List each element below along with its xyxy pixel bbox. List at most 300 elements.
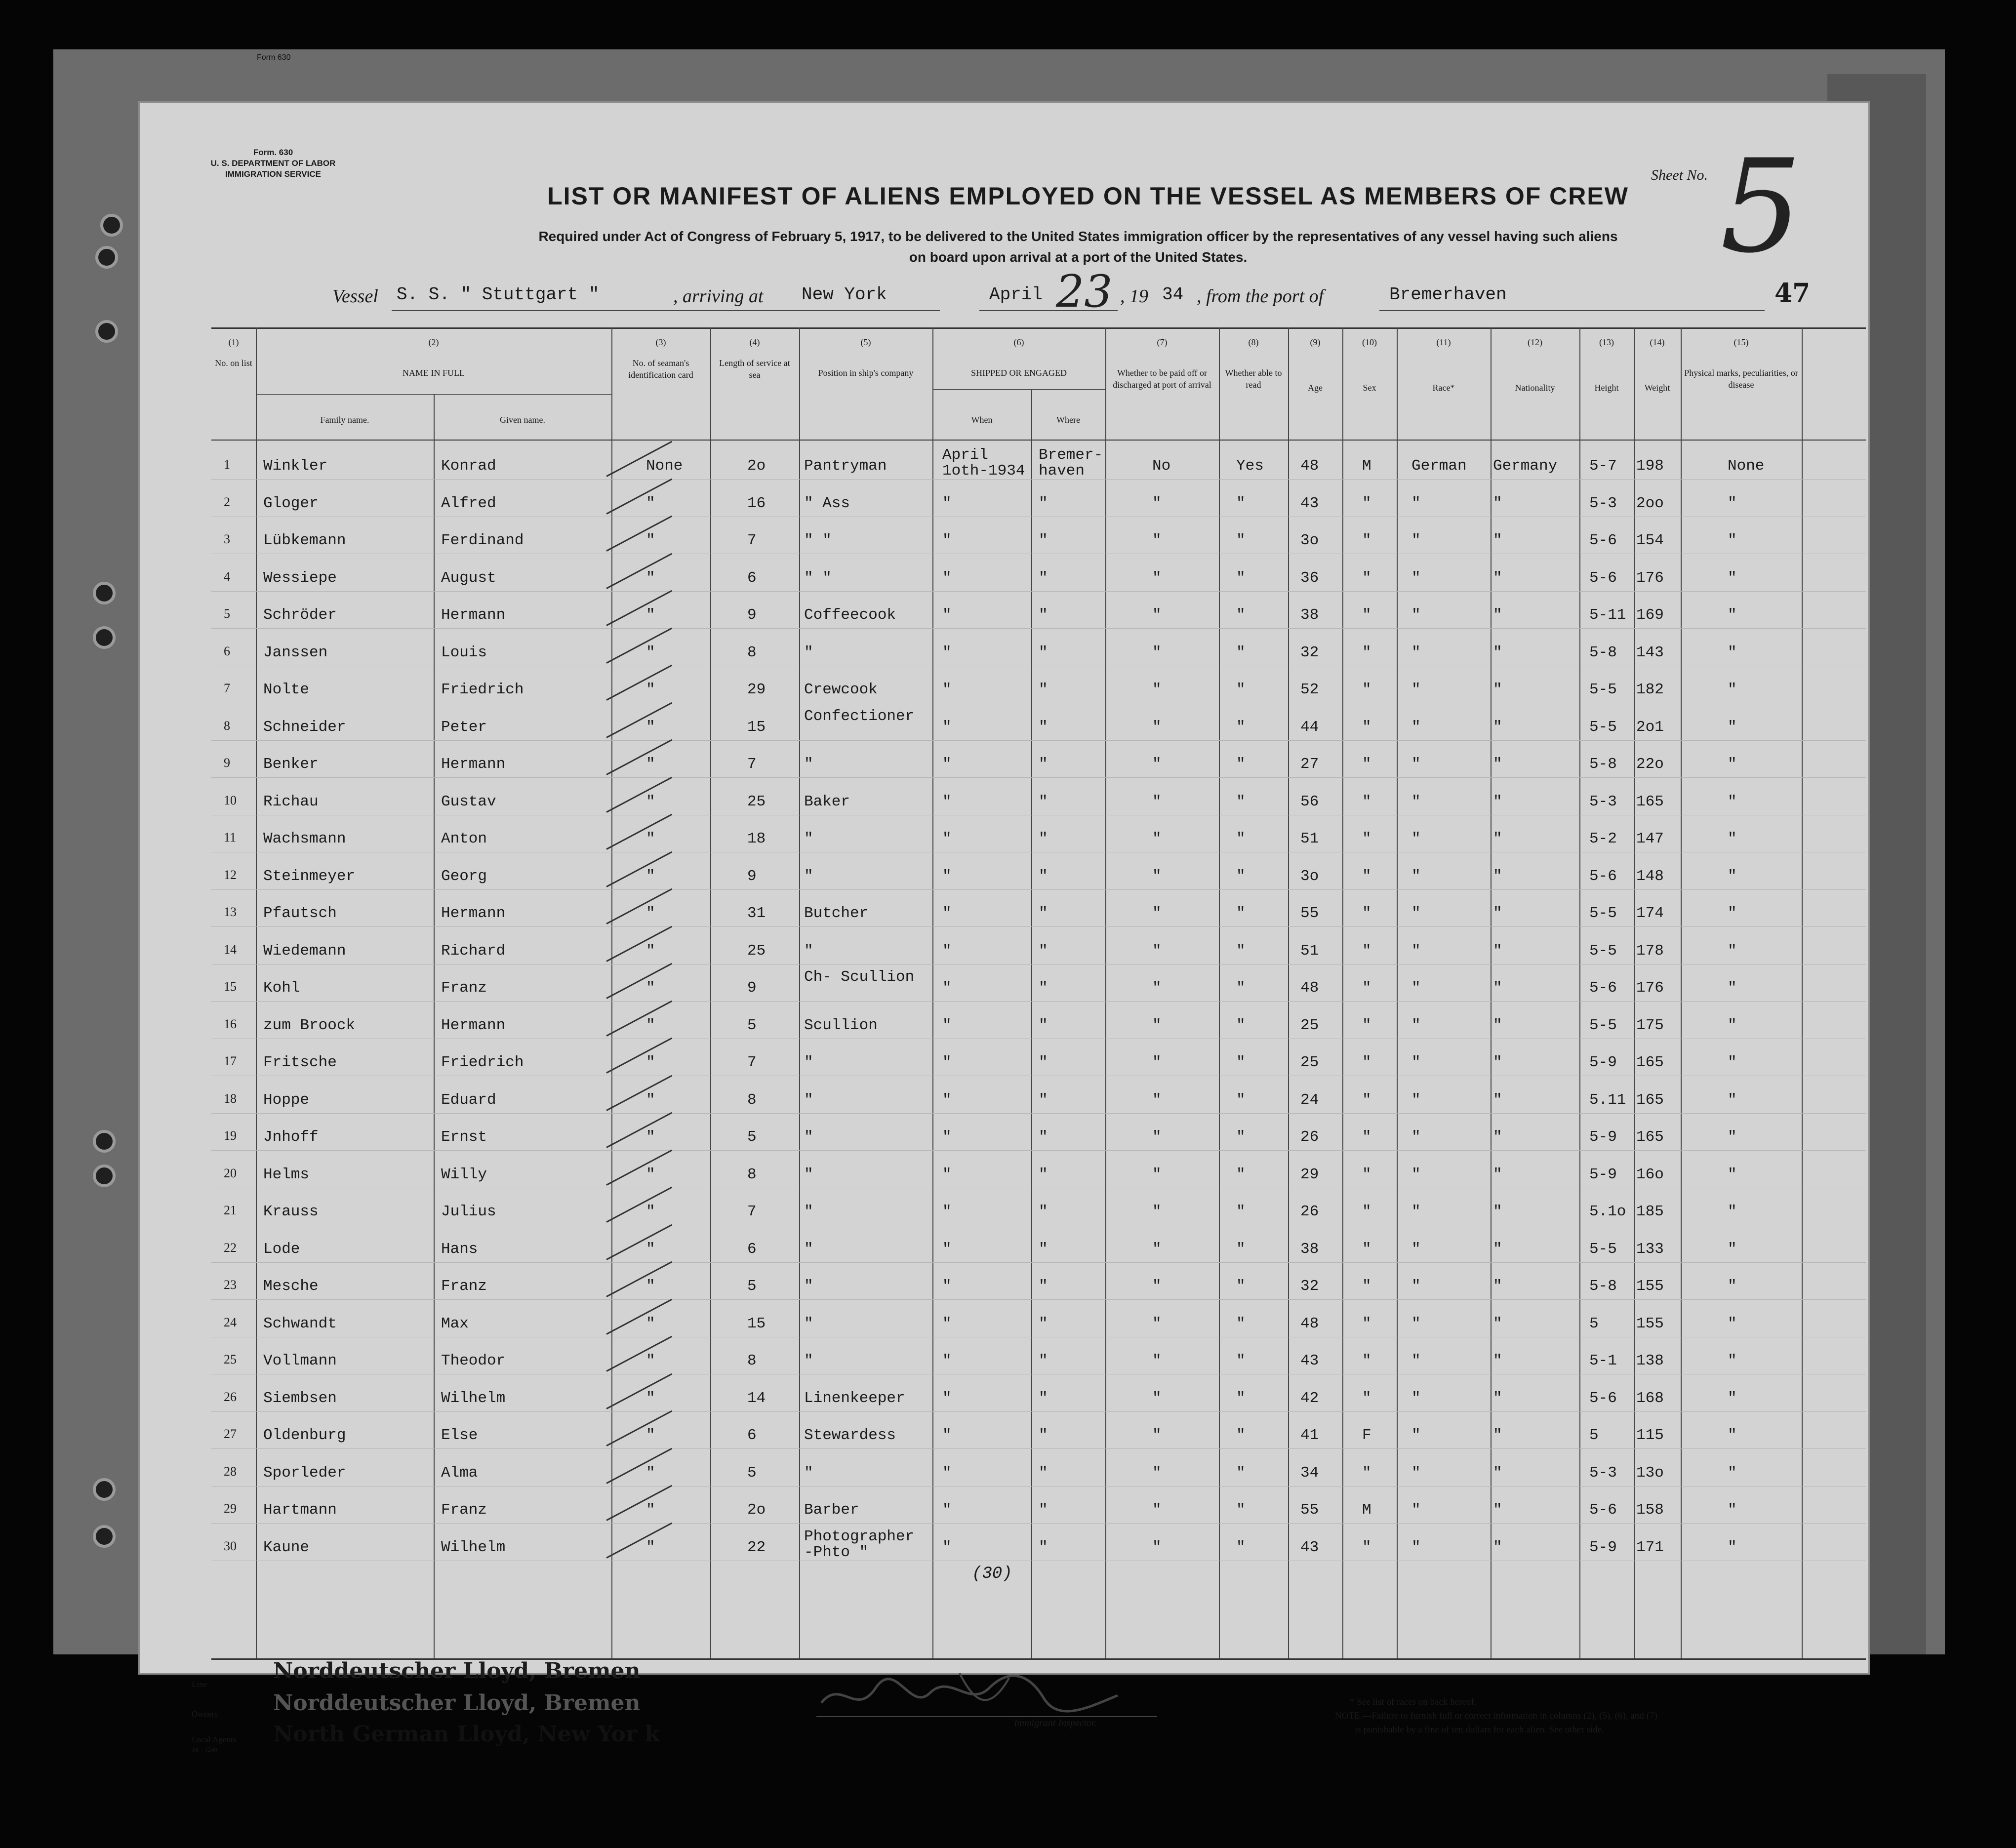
- cell-sex: ": [1362, 494, 1371, 512]
- agents-label: [192, 1735, 236, 1755]
- cell-height: 5-5: [1589, 942, 1617, 960]
- cell-given: Konrad: [441, 457, 496, 475]
- cell-paid: ": [1152, 1315, 1162, 1332]
- total-count: (30): [972, 1565, 1012, 1583]
- cell-card: ": [646, 1315, 655, 1332]
- cell-where: ": [1039, 606, 1048, 624]
- cell-sex: ": [1362, 1315, 1371, 1332]
- cell-weight: 176: [1636, 979, 1664, 997]
- cell-marks: ": [1728, 681, 1737, 698]
- cell-given: Max: [441, 1315, 469, 1332]
- cell-marks: ": [1728, 942, 1737, 960]
- cell-given: Peter: [441, 718, 487, 736]
- col-divider: [1802, 327, 1803, 1658]
- col-divider: [611, 327, 612, 1658]
- cell-weight: 155: [1636, 1315, 1664, 1332]
- row-rule: [211, 1113, 1866, 1114]
- from-port-label: , from the port of: [1197, 286, 1324, 307]
- cell-given: Hermann: [441, 905, 506, 922]
- cell-card: ": [646, 793, 655, 810]
- cell-race: ": [1411, 1128, 1421, 1146]
- cell-paid: ": [1152, 718, 1162, 736]
- col-number: (7): [1157, 337, 1168, 347]
- cell-marks: ": [1728, 1016, 1737, 1034]
- cell-position: Pantryman: [804, 457, 887, 475]
- row-rule: [211, 1523, 1866, 1524]
- cell-family: Nolte: [263, 681, 310, 698]
- cell-sex: ": [1362, 1240, 1371, 1258]
- cell-when: ": [942, 1352, 952, 1369]
- cell-weight: 182: [1636, 681, 1664, 698]
- cell-family: Richau: [263, 793, 319, 810]
- cell-where: ": [1039, 905, 1048, 922]
- cell-no: 17: [224, 1054, 237, 1068]
- cell-card: ": [646, 494, 655, 512]
- col-divider: [799, 327, 800, 1658]
- cell-race: ": [1411, 569, 1421, 587]
- cell-nat: ": [1493, 942, 1502, 960]
- cell-nat: ": [1493, 1240, 1502, 1258]
- cell-where: ": [1039, 1091, 1048, 1109]
- cell-nat: ": [1493, 1501, 1502, 1519]
- check-mark: [606, 1187, 672, 1223]
- cell-paid: ": [1152, 1240, 1162, 1258]
- cell-given: Ferdinand: [441, 532, 524, 549]
- row-rule: [211, 1150, 1866, 1151]
- document-subtitle: [337, 226, 1819, 268]
- cell-age: 25: [1300, 1016, 1319, 1034]
- cell-marks: ": [1728, 1165, 1737, 1183]
- cell-read: ": [1236, 1538, 1246, 1556]
- header-sex: Sex: [1363, 383, 1376, 393]
- col-number: (1): [228, 337, 239, 347]
- manifest-sheet: [138, 101, 1870, 1753]
- cell-position: Confectioner: [804, 707, 915, 725]
- cell-where: ": [1039, 1315, 1048, 1332]
- arrival-port: New York: [802, 284, 887, 305]
- cell-nat: ": [1493, 718, 1502, 736]
- cell-read: ": [1236, 532, 1246, 549]
- cell-weight: 174: [1636, 905, 1664, 922]
- cell-age: 26: [1300, 1203, 1319, 1220]
- cell-position: " Ass: [804, 494, 850, 512]
- cell-family: Schwandt: [263, 1315, 337, 1332]
- col-number: (2): [428, 337, 439, 347]
- cell-race: ": [1411, 1352, 1421, 1369]
- cell-given: August: [441, 569, 496, 587]
- cell-sex: ": [1362, 1538, 1371, 1556]
- cell-when: ": [942, 1501, 952, 1519]
- header-name-in-full: NAME IN FULL: [403, 368, 465, 378]
- cell-position: " ": [804, 569, 832, 587]
- cell-no: 28: [224, 1464, 237, 1479]
- cell-when: ": [942, 1091, 952, 1109]
- cell-where: ": [1039, 1501, 1048, 1519]
- cell-age: 38: [1300, 606, 1319, 624]
- cell-marks: ": [1728, 643, 1737, 661]
- cell-marks: ": [1728, 1203, 1737, 1220]
- cell-family: Fritsche: [263, 1054, 337, 1071]
- cell-age: 32: [1300, 1278, 1319, 1295]
- cell-given: Hermann: [441, 1016, 506, 1034]
- cell-when: ": [942, 1315, 952, 1332]
- col-number: (13): [1599, 337, 1614, 347]
- cell-when: ": [942, 1427, 952, 1444]
- cell-given: Friedrich: [441, 1054, 524, 1071]
- col-divider: [1105, 327, 1106, 1658]
- col-divider: [1031, 389, 1032, 1658]
- cell-position: ": [804, 1352, 813, 1369]
- arriving-label: , arriving at: [673, 286, 764, 307]
- cell-read: ": [1236, 1054, 1246, 1071]
- cell-no: 23: [224, 1278, 237, 1292]
- cell-when: ": [942, 1240, 952, 1258]
- cell-no: 9: [224, 756, 230, 770]
- cell-weight: 147: [1636, 830, 1664, 847]
- sheet-number: 5: [1720, 132, 1802, 281]
- cell-sex: ": [1362, 1128, 1371, 1146]
- cell-card: ": [646, 1538, 655, 1556]
- cell-sex: ": [1362, 830, 1371, 847]
- cell-nat: ": [1493, 1203, 1502, 1220]
- col-divider: [932, 327, 933, 1658]
- header-weight: Weight: [1644, 383, 1670, 393]
- cell-family: Kohl: [263, 979, 300, 997]
- cell-race: ": [1411, 643, 1421, 661]
- cell-sex: ": [1362, 606, 1371, 624]
- cell-marks: ": [1728, 1501, 1737, 1519]
- cell-where: ": [1039, 1240, 1048, 1258]
- department-header: [194, 147, 352, 180]
- binder-hole: [93, 582, 116, 604]
- from-port: Bremerhaven: [1389, 284, 1507, 305]
- cell-family: Gloger: [263, 494, 319, 512]
- cell-card: ": [646, 1128, 655, 1146]
- col-number: (9): [1310, 337, 1321, 347]
- cell-age: 48: [1300, 457, 1319, 475]
- cell-given: Alfred: [441, 494, 496, 512]
- cell-age: 55: [1300, 905, 1319, 922]
- cell-race: ": [1411, 1054, 1421, 1071]
- cell-no: 13: [224, 905, 237, 919]
- check-mark: [606, 851, 672, 887]
- sheet-number-label: Sheet No.: [1651, 167, 1708, 183]
- cell-no: 24: [224, 1315, 237, 1329]
- cell-height: 5-11: [1589, 606, 1626, 624]
- header-physical: Physical marks, peculiarities, or disease: [1684, 368, 1798, 390]
- cell-family: Wiedemann: [263, 942, 346, 960]
- cell-marks: ": [1728, 867, 1737, 885]
- cell-when: ": [942, 756, 952, 773]
- cell-family: Benker: [263, 756, 319, 773]
- cell-where: ": [1039, 979, 1048, 997]
- cell-read: ": [1236, 643, 1246, 661]
- cell-when: ": [942, 979, 952, 997]
- binder-hole: [100, 214, 123, 237]
- cell-given: Theodor: [441, 1352, 506, 1369]
- cell-read: ": [1236, 1464, 1246, 1482]
- cell-service: 2o: [747, 1501, 766, 1519]
- check-mark: [606, 702, 672, 738]
- cell-sex: ": [1362, 718, 1371, 736]
- cell-age: 41: [1300, 1427, 1319, 1444]
- binder-hole: [93, 1165, 116, 1187]
- cell-height: 5-8: [1589, 643, 1617, 661]
- cell-sex: ": [1362, 569, 1371, 587]
- row-rule: [211, 1411, 1866, 1412]
- cell-given: Hermann: [441, 756, 506, 773]
- cell-paid: ": [1152, 1165, 1162, 1183]
- cell-nat: ": [1493, 1464, 1502, 1482]
- cell-paid: ": [1152, 1016, 1162, 1034]
- cell-service: 6: [747, 569, 757, 587]
- binder-hole: [93, 1525, 116, 1548]
- col-number: (10): [1362, 337, 1377, 347]
- cell-read: ": [1236, 756, 1246, 773]
- cell-read: ": [1236, 1352, 1246, 1369]
- cell-family: Krauss: [263, 1203, 319, 1220]
- cell-race: ": [1411, 867, 1421, 885]
- cell-height: 5-6: [1589, 1501, 1617, 1519]
- cell-sex: F: [1362, 1427, 1371, 1444]
- cell-where: ": [1039, 793, 1048, 810]
- cell-marks: ": [1728, 1352, 1737, 1369]
- cell-paid: ": [1152, 979, 1162, 997]
- cell-read: ": [1236, 979, 1246, 997]
- cell-where: ": [1039, 1203, 1048, 1220]
- vessel-name: S. S. " Stuttgart ": [397, 284, 600, 305]
- cell-service: 18: [747, 830, 766, 847]
- cell-height: 5-3: [1589, 494, 1617, 512]
- col-divider: [1219, 327, 1220, 1658]
- cell-paid: ": [1152, 1278, 1162, 1295]
- cell-position: ": [804, 1203, 813, 1220]
- cell-race: ": [1411, 1240, 1421, 1258]
- cell-age: 51: [1300, 830, 1319, 847]
- cell-sex: ": [1362, 1165, 1371, 1183]
- cell-sex: ": [1362, 942, 1371, 960]
- cell-where: ": [1039, 756, 1048, 773]
- cell-read: ": [1236, 942, 1246, 960]
- cell-marks: ": [1728, 979, 1737, 997]
- cell-read: ": [1236, 1427, 1246, 1444]
- cell-paid: ": [1152, 1538, 1162, 1556]
- cell-when: ": [942, 1389, 952, 1407]
- cell-paid: ": [1152, 867, 1162, 885]
- cell-no: 5: [224, 606, 230, 621]
- cell-height: 5-9: [1589, 1054, 1617, 1071]
- cell-race: ": [1411, 793, 1421, 810]
- cell-weight: 22o: [1636, 756, 1664, 773]
- cell-service: 5: [747, 1016, 757, 1034]
- binder-hole: [93, 1478, 116, 1501]
- cell-paid: ": [1152, 830, 1162, 847]
- cell-position: ": [804, 1315, 813, 1332]
- col-number: (14): [1650, 337, 1665, 347]
- footer-notes: [1335, 1695, 1854, 1737]
- cell-paid: ": [1152, 494, 1162, 512]
- cell-given: Julius: [441, 1203, 496, 1220]
- cell-where: ": [1039, 1278, 1048, 1295]
- cell-weight: 176: [1636, 569, 1664, 587]
- cell-age: 43: [1300, 494, 1319, 512]
- cell-marks: ": [1728, 830, 1737, 847]
- cell-read: ": [1236, 1389, 1246, 1407]
- cell-nat: ": [1493, 1278, 1502, 1295]
- cell-family: Schröder: [263, 606, 337, 624]
- header-nationality: Nationality: [1515, 383, 1555, 393]
- cell-height: 5.1o: [1589, 1203, 1626, 1220]
- cell-weight: 165: [1636, 1091, 1664, 1109]
- cell-card: ": [646, 643, 655, 661]
- col-divider: [710, 327, 711, 1658]
- cell-no: 16: [224, 1016, 237, 1031]
- cell-when: ": [942, 1128, 952, 1146]
- cell-no: 12: [224, 867, 237, 882]
- cell-marks: ": [1728, 793, 1737, 810]
- cell-no: 19: [224, 1128, 237, 1143]
- cell-nat: ": [1493, 830, 1502, 847]
- header-height: Height: [1594, 383, 1619, 393]
- cell-where: ": [1039, 1389, 1048, 1407]
- cell-weight: 178: [1636, 942, 1664, 960]
- cell-nat: ": [1493, 1427, 1502, 1444]
- cell-race: ": [1411, 756, 1421, 773]
- cell-race: ": [1411, 1464, 1421, 1482]
- cell-position: Crewcook: [804, 681, 878, 698]
- cell-race: ": [1411, 1278, 1421, 1295]
- check-mark: [606, 1336, 672, 1372]
- cell-nat: ": [1493, 979, 1502, 997]
- cell-weight: 138: [1636, 1352, 1664, 1369]
- cell-when: ": [942, 793, 952, 810]
- cell-paid: ": [1152, 1464, 1162, 1482]
- cell-weight: 143: [1636, 643, 1664, 661]
- cell-read: ": [1236, 905, 1246, 922]
- cell-position: Ch- Scullion: [804, 968, 915, 986]
- row-rule: [211, 591, 1866, 592]
- cell-paid: ": [1152, 681, 1162, 698]
- cell-family: Sporleder: [263, 1464, 346, 1482]
- page-number: 47: [1774, 278, 1811, 308]
- cell-weight: 185: [1636, 1203, 1664, 1220]
- cell-given: Franz: [441, 1278, 487, 1295]
- header-position: Position in ship's company: [818, 368, 914, 378]
- cell-card: ": [646, 532, 655, 549]
- cell-service: 9: [747, 867, 757, 885]
- cell-nat: ": [1493, 1016, 1502, 1034]
- row-rule: [211, 740, 1866, 741]
- header-where: Where: [1056, 415, 1080, 425]
- cell-card: ": [646, 979, 655, 997]
- cell-weight: 13o: [1636, 1464, 1664, 1482]
- cell-card: ": [646, 1278, 655, 1295]
- header-age: Age: [1308, 383, 1323, 393]
- cell-nat: ": [1493, 606, 1502, 624]
- cell-age: 44: [1300, 718, 1319, 736]
- cell-service: 2o: [747, 457, 766, 475]
- cell-service: 8: [747, 1165, 757, 1183]
- cell-position: Barber: [804, 1501, 859, 1519]
- cell-card: ": [646, 718, 655, 736]
- cell-family: Pfautsch: [263, 905, 337, 922]
- col-divider: [434, 394, 435, 1658]
- cell-no: 20: [224, 1165, 237, 1180]
- header-shipped: SHIPPED OR ENGAGED: [970, 368, 1067, 378]
- cell-read: ": [1236, 606, 1246, 624]
- cell-family: Kaune: [263, 1538, 310, 1556]
- cell-service: 5: [747, 1278, 757, 1295]
- inspector-label: Immigrant Inspector.: [1014, 1718, 1097, 1728]
- cell-marks: ": [1728, 1054, 1737, 1071]
- cell-weight: 171: [1636, 1538, 1664, 1556]
- col-number: (6): [1013, 337, 1024, 347]
- cell-sex: ": [1362, 532, 1371, 549]
- cell-paid: ": [1152, 1128, 1162, 1146]
- cell-given: Hans: [441, 1240, 478, 1258]
- cell-sex: ": [1362, 1278, 1371, 1295]
- cell-sex: ": [1362, 1352, 1371, 1369]
- cell-card: ": [646, 1389, 655, 1407]
- cell-where: ": [1039, 1352, 1048, 1369]
- cell-card: ": [646, 1054, 655, 1071]
- cell-marks: ": [1728, 494, 1737, 512]
- cell-given: Hermann: [441, 606, 506, 624]
- cell-card: ": [646, 830, 655, 847]
- cell-when: ": [942, 569, 952, 587]
- check-mark: [606, 1298, 672, 1334]
- cell-card: ": [646, 942, 655, 960]
- cell-service: 22: [747, 1538, 766, 1556]
- cell-where: ": [1039, 718, 1048, 736]
- cell-age: 34: [1300, 1464, 1319, 1482]
- header-race: Race*: [1432, 383, 1455, 393]
- inspector-signature: [811, 1658, 1167, 1727]
- col-divider: [1491, 327, 1492, 1658]
- cell-age: 43: [1300, 1352, 1319, 1369]
- cell-where: ": [1039, 681, 1048, 698]
- cell-when: ": [942, 1464, 952, 1482]
- cell-where: ": [1039, 1128, 1048, 1146]
- cell-where: ": [1039, 830, 1048, 847]
- cell-card: ": [646, 1165, 655, 1183]
- cell-no: 18: [224, 1091, 237, 1106]
- row-rule: [211, 1001, 1866, 1002]
- cell-height: 5-8: [1589, 1278, 1617, 1295]
- cell-card: ": [646, 867, 655, 885]
- cell-family: Janssen: [263, 643, 328, 661]
- cell-nat: ": [1493, 494, 1502, 512]
- cell-position: ": [804, 1165, 813, 1183]
- col-number: (4): [749, 337, 760, 347]
- cell-paid: ": [1152, 569, 1162, 587]
- table-top-border: [211, 327, 1866, 329]
- cell-card: ": [646, 1464, 655, 1482]
- cell-no: 26: [224, 1389, 237, 1404]
- cell-given: Franz: [441, 979, 487, 997]
- crew-table: [211, 327, 1866, 1658]
- cell-weight: 168: [1636, 1389, 1664, 1407]
- cell-weight: 175: [1636, 1016, 1664, 1034]
- cell-position: ": [804, 942, 813, 960]
- cell-marks: ": [1728, 1278, 1737, 1295]
- cell-where: ": [1039, 1016, 1048, 1034]
- cell-given: Wilhelm: [441, 1389, 506, 1407]
- cell-no: 25: [224, 1352, 237, 1366]
- cell-height: 5-5: [1589, 681, 1617, 698]
- cell-when: ": [942, 867, 952, 885]
- check-mark: [606, 1075, 672, 1111]
